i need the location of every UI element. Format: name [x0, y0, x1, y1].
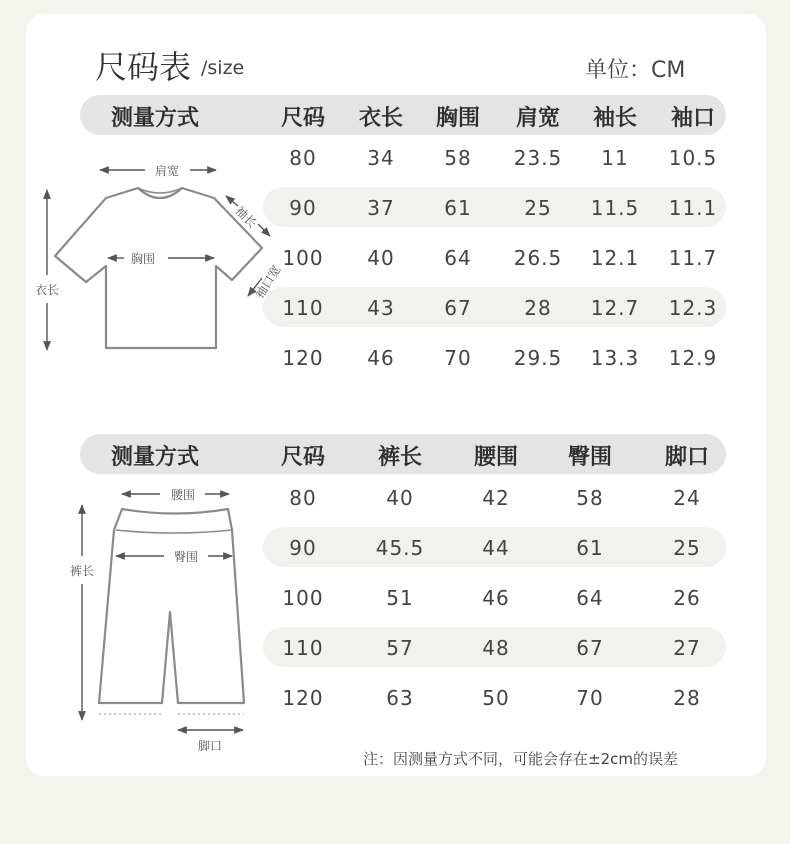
table-cell: 29.5: [513, 346, 563, 370]
shirt-length-label: 衣长: [34, 283, 60, 297]
table-cell: 64: [444, 246, 472, 270]
table-cell: 67: [444, 296, 472, 320]
table-cell: 12.9: [668, 346, 718, 370]
top-header-cuff: 袖口: [670, 106, 716, 131]
table-cell: 58: [576, 486, 604, 510]
table-cell: 70: [576, 686, 604, 710]
table-cell: 10.5: [668, 146, 718, 170]
table-cell: 13.3: [590, 346, 640, 370]
pants-length-label: 裤长: [69, 564, 95, 578]
table-cell: 11: [601, 146, 629, 170]
table-cell: 63: [386, 686, 414, 710]
table-cell: 48: [482, 636, 510, 660]
table-cell: 11.5: [590, 196, 640, 220]
top-header-length: 衣长: [358, 106, 404, 131]
table-cell: 11.1: [668, 196, 718, 220]
sleeve-label: 袖长: [232, 203, 260, 231]
table-cell: 58: [444, 146, 472, 170]
table-cell: 100: [282, 586, 324, 610]
pants-outline: [99, 509, 244, 703]
table-cell: 12.7: [590, 296, 640, 320]
table-cell: 70: [444, 346, 472, 370]
table-cell: 28: [673, 686, 701, 710]
table-cell: 40: [386, 486, 414, 510]
table-cell: 12.3: [668, 296, 718, 320]
table-cell: 43: [367, 296, 395, 320]
table-cell: 37: [367, 196, 395, 220]
measurement-note: 注：因测量方式不同，可能会存在±2cm的误差: [363, 750, 678, 768]
table-cell: 40: [367, 246, 395, 270]
unit-label: 单位：CM: [585, 58, 686, 83]
table-cell: 100: [282, 246, 324, 270]
table-cell: 26.5: [513, 246, 563, 270]
table-cell: 45.5: [375, 536, 425, 560]
top-header-chest: 胸围: [435, 106, 481, 131]
table-cell: 57: [386, 636, 414, 660]
table-cell: 61: [444, 196, 472, 220]
table-cell: 23.5: [513, 146, 563, 170]
table-cell: 90: [289, 536, 317, 560]
hem-label: 脚口: [197, 739, 223, 753]
table-cell: 80: [289, 146, 317, 170]
page-title: 尺码表: [95, 48, 192, 86]
table-cell: 120: [282, 686, 324, 710]
table-cell: 110: [282, 296, 324, 320]
cuff-label: 袖口宽: [252, 263, 284, 301]
table-cell: 25: [673, 536, 701, 560]
bottom-header-hem: 脚口: [664, 445, 710, 470]
shoulder-label: 肩宽: [154, 164, 180, 178]
table-cell: 64: [576, 586, 604, 610]
hip-label: 臀围: [173, 550, 199, 564]
top-header-sleeve: 袖长: [592, 106, 638, 131]
top-header-shoulder: 肩宽: [515, 106, 561, 131]
table-cell: 44: [482, 536, 510, 560]
table-cell: 46: [367, 346, 395, 370]
top-header-method: 测量方式: [110, 106, 200, 131]
table-cell: 34: [367, 146, 395, 170]
waist-label: 腰围: [170, 488, 196, 502]
table-cell: 11.7: [668, 246, 718, 270]
table-cell: 67: [576, 636, 604, 660]
table-cell: 80: [289, 486, 317, 510]
top-header-size: 尺码: [280, 106, 326, 131]
table-cell: 42: [482, 486, 510, 510]
bottom-header-hip: 臀围: [567, 445, 613, 470]
table-cell: 25: [524, 196, 552, 220]
table-cell: 28: [524, 296, 552, 320]
table-cell: 24: [673, 486, 701, 510]
bottom-header-waist: 腰围: [473, 445, 519, 470]
table-cell: 120: [282, 346, 324, 370]
table-cell: 46: [482, 586, 510, 610]
table-cell: 90: [289, 196, 317, 220]
bottom-header-size: 尺码: [280, 445, 326, 470]
bottom-header-length: 裤长: [377, 445, 423, 470]
table-cell: 27: [673, 636, 701, 660]
bottom-header-method: 测量方式: [110, 445, 200, 470]
page-subtitle: /size: [201, 57, 245, 79]
table-cell: 51: [386, 586, 414, 610]
table-cell: 26: [673, 586, 701, 610]
tshirt-outline: [55, 188, 262, 348]
table-cell: 50: [482, 686, 510, 710]
table-cell: 12.1: [590, 246, 640, 270]
table-cell: 110: [282, 636, 324, 660]
chest-label: 胸围: [130, 252, 156, 266]
table-cell: 61: [576, 536, 604, 560]
